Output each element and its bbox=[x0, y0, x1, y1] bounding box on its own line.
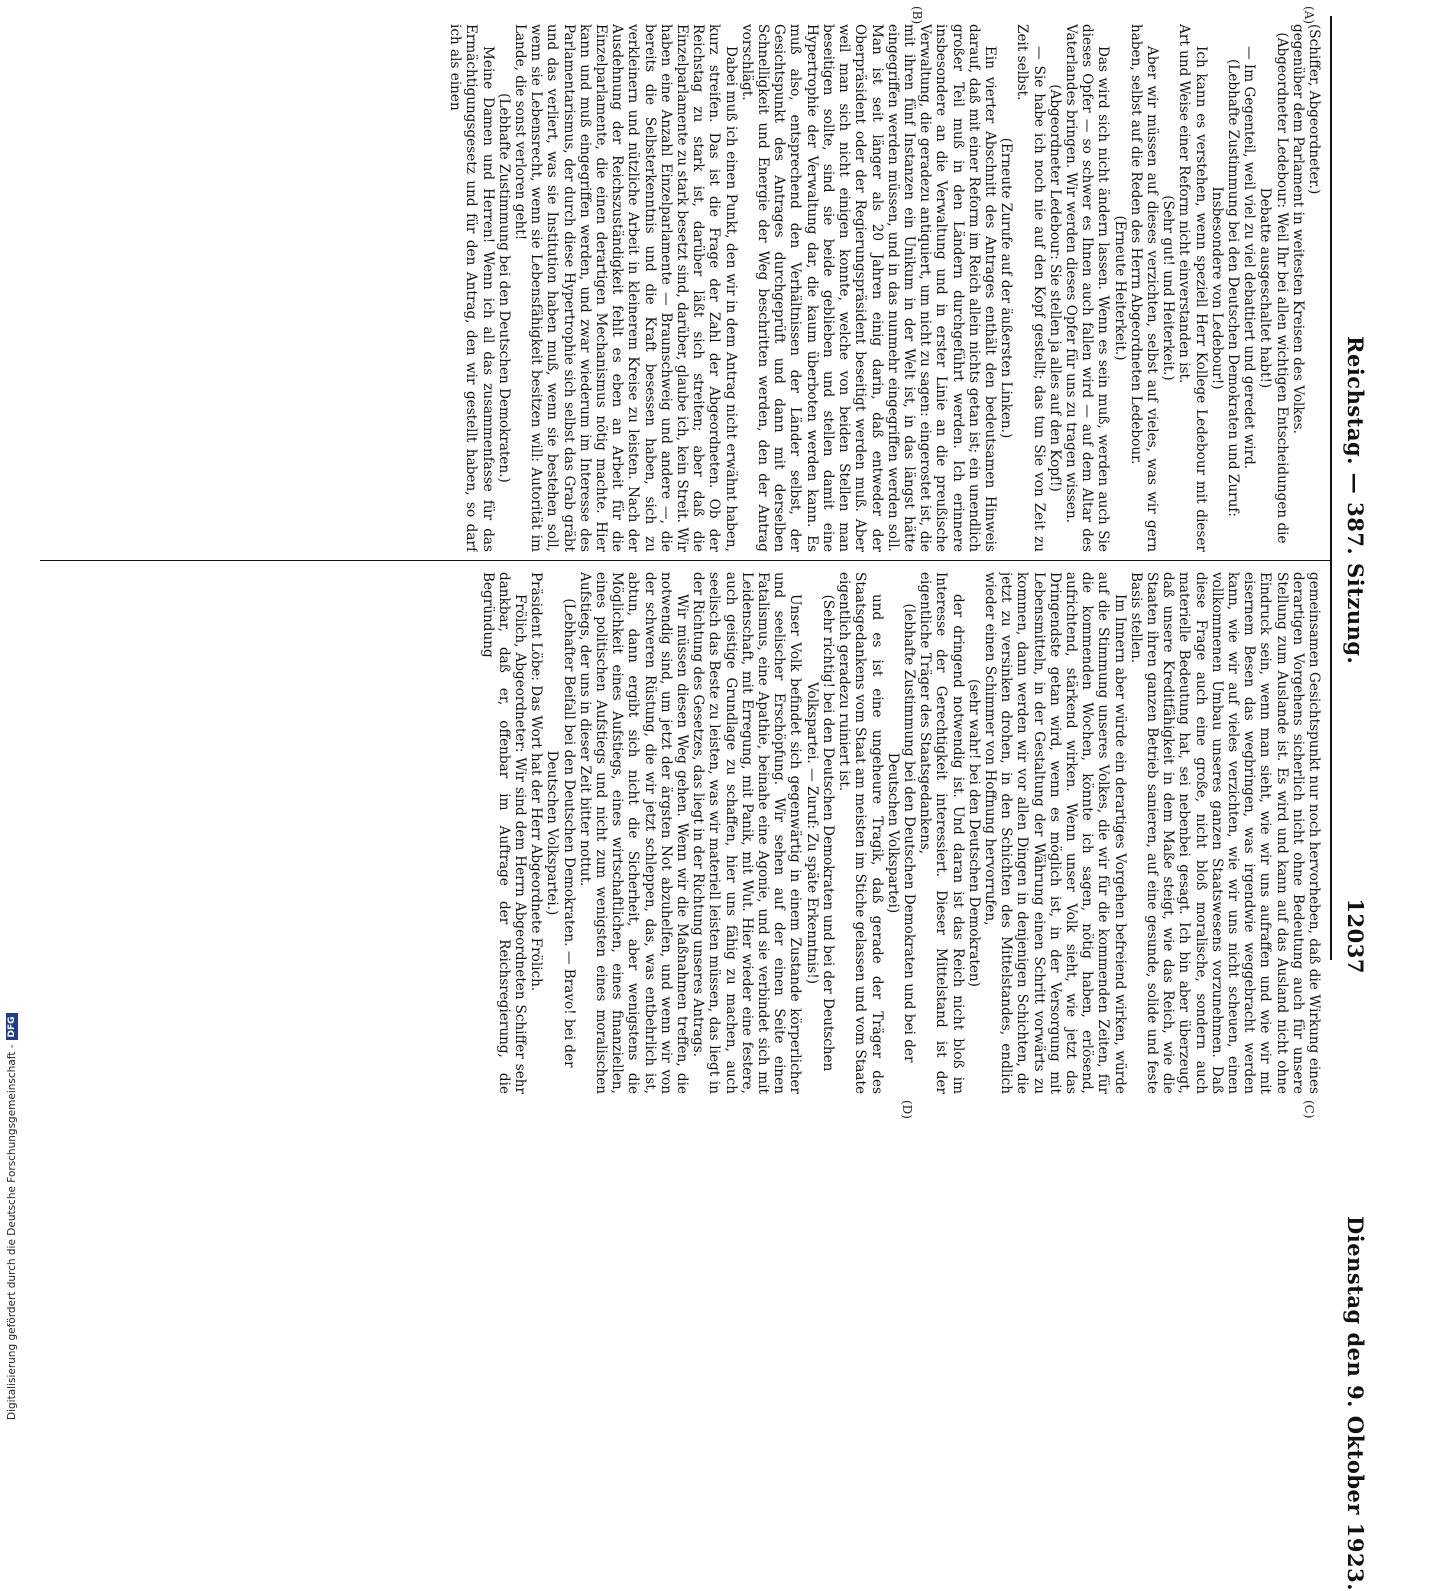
paragraph: und es ist eine ungeheure Tragik, daß gerade der Träger des Staatsgedankens vom Staat am meisten im Stiche gelassen und vom Staate eigentlich geradezu ruiniert ist. bbox=[836, 572, 885, 1094]
paragraph: (Abgeordneter Ledebour: Weil Ihr bei allen wichtigen Entscheidungen die Debatte ausgeschaltet habt!) bbox=[1257, 32, 1290, 544]
dfg-logo: DFG bbox=[6, 1013, 18, 1040]
margin-marker-d: (D) bbox=[900, 1100, 914, 1119]
page-header bbox=[1330, 16, 1376, 1591]
paragraph: der dringend notwendig ist. Und daran ist das Reich nicht bloß im Interesse der Gerechtigkeit interessiert. Dieser Mittelstand ist der eigentliche Träger des Staatsgedankens, bbox=[917, 572, 966, 1094]
margin-marker-c: (C) bbox=[1302, 1100, 1316, 1119]
paragraph: (Sehr richtig! bei den Deutschen Demokraten und bei der Deutschen Volkspartei. — Zuruf: Zu späte Erkenntnis!) bbox=[803, 594, 836, 1072]
header-date: Dienstag den 9. Oktober 1923. bbox=[1343, 1216, 1368, 1591]
paragraph: Wir müssen diesen Weg gehen. Wenn wir die Maßnahmen treffen, die notwendig sind, um jetzt der ärgsten Not abzuhelfen, und wenn wir von der schweren Rüstung, die wir jetzt schleppen, das, was entbehrlich ist, abtun, dann ergibt sich nicht die Sicherheit, aber wenigstens die Möglichkeit eines Aufstiegs, eines wirtschaftlichen, eines finanziellen, eines politischen Aufstiegs und nicht zum wenigsten eines moralischen Aufstiegs, der uns in dieser Zeit bitter nottut. bbox=[576, 572, 691, 1094]
paragraph: Unser Volk befindet sich gegenwärtig in einem Zustande körperlicher und seelischer Erschöpfung. Wir sehen auf der einen Seite einen Fatalismus, eine Apathie, beinahe eine Agonie, und sie verbindet sich mit Leidenschaft, mit Erregung, mit Panik, mit Wut. Hier wieder eine festere, auch geistige Grundlage zu schaffen, hier uns fähig zu machen, auch seelisch das Beste zu leisten, was wir materiell leisten müssen, das liegt in der Richtung des Gesetzes, das liegt in der Richtung unseres Antrags. bbox=[690, 572, 804, 1094]
paragraph: Aber wir müssen auf dieses verzichten, selbst auf vieles, was wir gern haben, selbst auf die Reden des Herrn Abgeordneten Ledebour. bbox=[1127, 24, 1160, 552]
paragraph: (Lebhafter Beifall bei den Deutschen Demokraten. — Bravo! bei der Deutschen Volkspartei.) bbox=[544, 598, 577, 1068]
paragraph: Im Innern aber würde ein derartiges Vorgehen befreiend wirken, würde auf die Stimmung unseres Volkes, die wir für die kommenden Zeiten, für die kommenden Wochen, könnte ich sagen, nötig haben, erlösend, aufrichtend, stärkend wirken. Wenn unser Volk sieht, wie jetzt das Dringendste getan wird, wenn es möglich ist, in der Versorgung mit Lebensmitteln, in der Gestaltung der Währung einen Schritt vorwärts zu kommen, dann werden wir vor allen Dingen in denjenigen Schichten, die jetzt zu versinken drohen, in den Schichten des Mittelstandes, endlich wieder einen Schimmer von Hoffnung hervorrufen, bbox=[981, 572, 1128, 1094]
paragraph: Dabei muß ich einen Punkt, den wir in dem Antrag nicht erwähnt haben, kurz streifen. Das ist die Frage der Zahl der Abgeordneten. Ob der Reichstag zu stark ist, darüber läßt sich streiten; aber daß die Einzelparlamente zu stark besetzt sind, darüber, glaube ich, kein Streit. Wir haben eine Anzahl Einzelparlamente — Braunschweig und andere —, die bereits die Selbsterkenntnis und die Kraft besessen haben, sich zu verkleinern und nützliche Arbeit in kleinerem Kreise zu leisten. Nach der Ausdehnung der Reichszuständigkeit fehlt es eben an Arbeit für die Einzelparlamente, die einen derartigen Mechanismus nötig machte. Hier kann und muß eingegriffen werden, und zwar wiederum im Interesse des Parlamentarismus, der durch diese Hypertrophie sich selbst das Grab gräbt und das verliert, was sie Institution haben muß, wenn sie bestehen soll, wenn sie Lebensrecht, wenn sie Lebensfähigkeit besitzen will: Autorität im Lande, die sonst verloren geht! bbox=[512, 24, 739, 552]
paragraph: gemeinsamen Gesichtspunkt nur noch hervorheben, daß die Wirkung eines derartigen Vorgehens sicherlich nicht ohne Bedeutung auch für unsere Stellung zum Auslande ist. Es wird und kann auf das Ausland nicht ohne Eindruck sein, wenn man sieht, wie wir uns aufraffen und wie wir mit eisernem Besen das wegbringen, was irgendwie weggebracht werden kann, wie wir auf vieles verzichten, wie wir uns nicht scheuen, einen vollkommenen Umbau unseres ganzen Staatswesens vorzunehmen. Daß diese Frage auch eine große, nicht bloß moralische, sondern auch materielle Bedeutung hat, sei nebenbei gesagt. Ich bin aber überzeugt, daß unsere Kreditfähigkeit in dem Maße steigt, wie das Reich, wie die Staaten ihren ganzen Betrieb sanieren, auf eine gesunde, solide und feste Basis stellen. bbox=[1127, 572, 1322, 1094]
margin-marker-a: (A) bbox=[1302, 6, 1316, 25]
left-column bbox=[46, 24, 1322, 552]
paragraph: (Lebhafte Zustimmung bei den Deutschen Demokraten.) bbox=[495, 93, 512, 483]
paragraph: (sehr wahr! bei den Deutschen Demokraten) bbox=[965, 679, 982, 987]
paragraph: Ich kann es verstehen, wenn speziell Herr Kollege Ledebour mit dieser Art und Weise einer Reform nicht einverstanden ist. bbox=[1176, 24, 1209, 552]
header-title: Reichstag. — 387. Sitzung. bbox=[1343, 336, 1368, 665]
paragraph: (Erneute Zurufe auf der äußersten Linken.) bbox=[998, 137, 1015, 439]
paragraph: Präsident Löbe: Das Wort hat der Herr Abgeordnete Frölich. bbox=[528, 572, 545, 992]
paragraph: (Erneute Heiterkeit.) bbox=[1111, 215, 1128, 361]
paragraph: (Abgeordneter Ledebour: Sie stellen ja alles auf den Kopf!) bbox=[1046, 84, 1063, 492]
paragraph: (Schiffer, Abgeordneter.) bbox=[1306, 24, 1322, 195]
paragraph: (Sehr gut! und Heiterkeit.) bbox=[1160, 195, 1177, 381]
digitization-credit bbox=[2, 840, 22, 1420]
paragraph: — Sie habe ich noch nie auf den Kopf gestellt; das tun Sie von Zeit zu Zeit selbst. bbox=[1014, 24, 1047, 552]
paragraph: Ein vierter Abschnitt des Antrages enthält den bedeutsamen Hinweis darauf, daß mit einer Reform im Reich allein nichts getan ist; ein unendlich großer Teil muß in den Ländern durchgeführt werden. Ich erinnere insbesondere an die Verwaltung und in erster Linie an die preußische Verwaltung, die geradezu antiquiert, um nicht zu sagen: eingerostet ist, die mit ihren fünf Instanzen ein Unikum in der Welt ist, in das längst hätte eingegriffen werden müssen, und in das nunmehr eingegriffen werden soll. Man ist seit länger als 20 Jahren einig darin, daß entweder der Oberpräsident oder der Regierungspräsident beseitigt werden muß. Aber weil man sich nicht einigen konnte, welche von beiden Stellen man beseitigen sollte, sind sie beide geblieben und stellen damit eine Hypertrophie der Verwaltung dar, die kaum überboten werden kann. Es muß also, entsprechend den Verhältnissen der Länder selbst, der Gesichtspunkt des Antrages durchgeprüft und dann mit derselben Schnelligkeit und Energie der Weg beschritten werden, den der Antrag vorschlägt. bbox=[738, 24, 998, 552]
paragraph: Frölich, Abgeordneter: Wir sind dem Herrn Abgeordneten Schiffer sehr dankbar, daß er, offenbar im Auftrage der Reichsregierung, die Begründung bbox=[479, 572, 529, 1094]
paragraph: (lebhafte Zustimmung bei den Deutschen Demokraten und bei der Deutschen Volkspartei) bbox=[884, 603, 917, 1063]
margin-marker-b: (B) bbox=[910, 6, 924, 25]
column-divider bbox=[40, 560, 1330, 561]
paragraph: Meine Damen und Herren! Wenn ich all das zusammenfasse für das Ermächtigungsgesetz und für den Antrag, den wir gestellt haben, so darf ich als einen bbox=[447, 24, 496, 552]
page-number: 12037 bbox=[1343, 898, 1368, 974]
paragraph: (Lebhafte Zustimmung bei den Deutschen Demokraten und Zuruf: Insbesondere von Ledebour!) bbox=[1208, 59, 1241, 517]
paragraph: gegenüber dem Parlament in weitesten Kreisen des Volkes. bbox=[1289, 24, 1306, 434]
right-column bbox=[46, 572, 1322, 1094]
paragraph: — Im Gegenteil, weil viel zu viel debattiert und geredet wird. bbox=[1241, 46, 1258, 470]
paragraph: Das wird sich nicht ändern lassen. Wenn es sein muß, werden auch Sie dieses Opfer — so schwer es Ihnen auch fallen wird — auf dem Altar des Vaterlandes bringen. Wir werden dieses Opfer für uns zu tragen wissen. bbox=[1062, 24, 1112, 552]
credit-text: Digitalisierung gefördert durch die Deutsche Forschungsgemeinschaft - bbox=[6, 1044, 18, 1420]
